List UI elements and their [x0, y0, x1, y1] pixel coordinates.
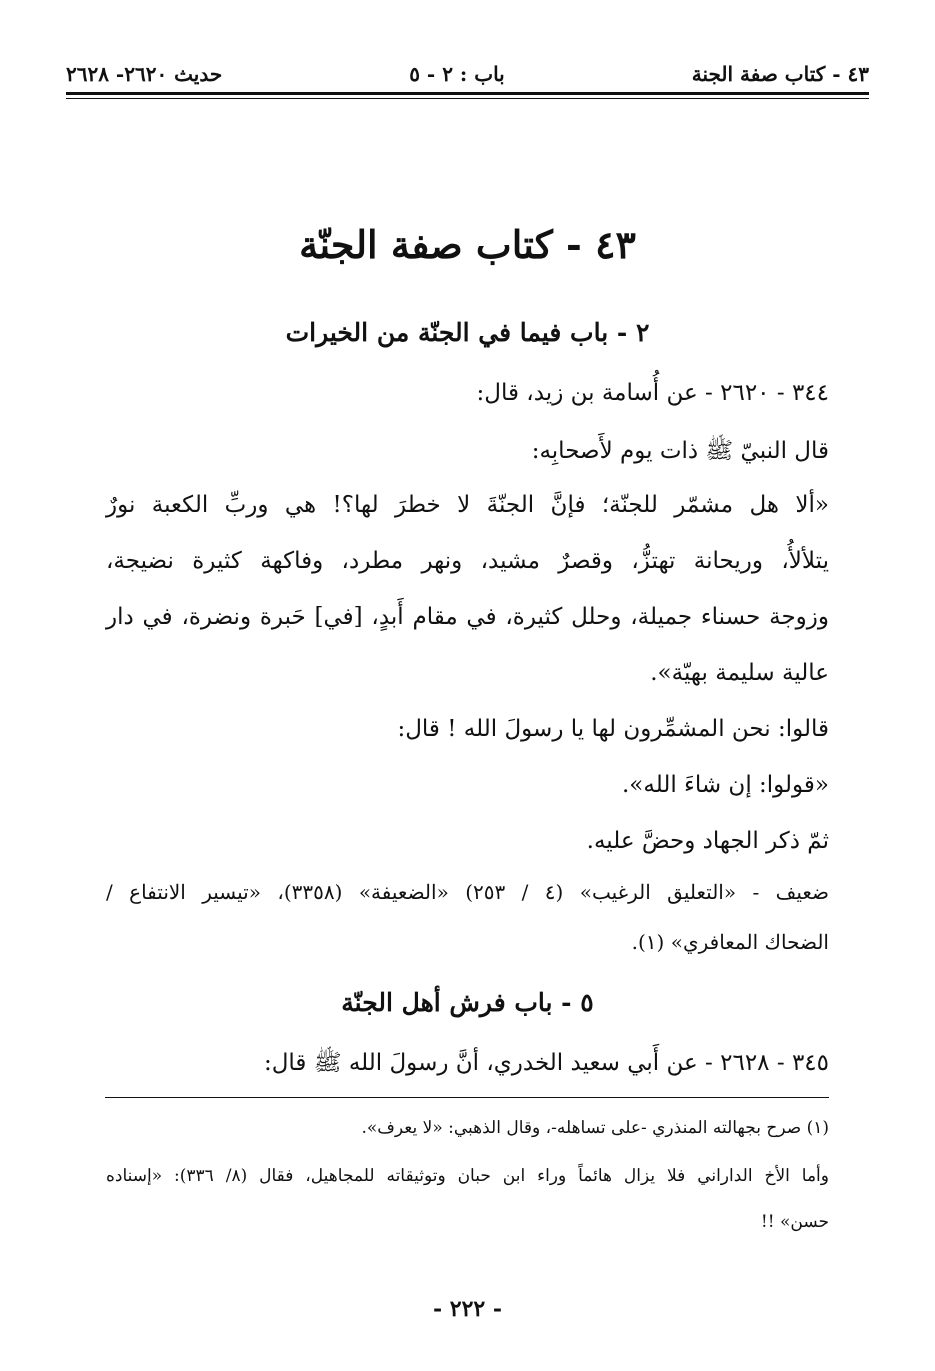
footnote-line: حسن» !!: [760, 1212, 829, 1232]
hadith-344-line: وزوجة حسناء جميلة، وحلل كثيرة، في مقام أَبدٍ، [في] حَبرة ونضرة، في دار: [106, 604, 829, 630]
grading-line: ضعيف - «التعليق الرغيب» (٤ / ٢٥٣) «الضعيفة» (٣٣٥٨)، «تيسير الانتفاع /: [106, 880, 830, 904]
header-rule-thin: [66, 98, 869, 99]
hadith-344-line: «قولوا: إن شاءَ الله».: [621, 772, 829, 798]
hadith-344-line: «ألا هل مشمّر للجنّة؛ فإنَّ الجنّةَ لا خطرَ لها؟! هي وربِّ الكعبة نورٌ: [106, 492, 829, 518]
hadith-344-line: يتلألأُ، وريحانة تهتزُّ، وقصرٌ مشيد، ونهر مطرد، وفاكهة كثيرة نضيجة،: [106, 548, 829, 574]
footnote-line: وأما الأخ الداراني فلا يزال هائماً وراء ابن حبان وتوثيقاته للمجاهيل، فقال (٨/ ٣٣٦): «إسناده: [106, 1166, 829, 1186]
book-title: ٤٣ - كتاب صفة الجنّة: [299, 222, 636, 267]
hadith-344-line: عالية سليمة بهيّة».: [650, 660, 829, 686]
grading-line: الضحاك المعافري» (١).: [631, 930, 829, 954]
hadith-344-line: ثمّ ذكر الجهاد وحضَّ عليه.: [586, 828, 829, 854]
hadith-344-line: قال النبيّ ﷺ ذات يوم لأَصحابِه:: [531, 438, 829, 464]
header-hadith-range: حديث ٢٦٢٠- ٢٦٢٨: [66, 62, 223, 86]
chapter-5-title: ٥ - باب فرش أهل الجنّة: [341, 988, 594, 1017]
hadith-344-intro: ٣٤٤ - ٢٦٢٠ - عن أُسامة بن زيد، قال:: [476, 380, 829, 406]
hadith-345-intro: ٣٤٥ - ٢٦٢٨ - عن أَبي سعيد الخدري، أنَّ رسولَ الله ﷺ قال:: [263, 1050, 829, 1076]
header-book: ٤٣ - كتاب صفة الجنة: [691, 62, 869, 86]
hadith-344-line: قالوا: نحن المشمِّرون لها يا رسولَ الله ! قال:: [397, 716, 829, 742]
footnote-rule: [105, 1097, 829, 1098]
header-rule-thick: [66, 92, 869, 95]
header-chapter: باب : ٢ - ٥: [409, 62, 505, 86]
page-number: - ٢٢٢ -: [432, 1296, 503, 1322]
footnote-line: (١) صرح بجهالته المنذري -على تساهله-، وقال الذهبي: «لا يعرف».: [361, 1118, 829, 1138]
running-header: [66, 58, 869, 90]
chapter-2-title: ٢ - باب فيما في الجنّة من الخيرات: [285, 318, 650, 347]
